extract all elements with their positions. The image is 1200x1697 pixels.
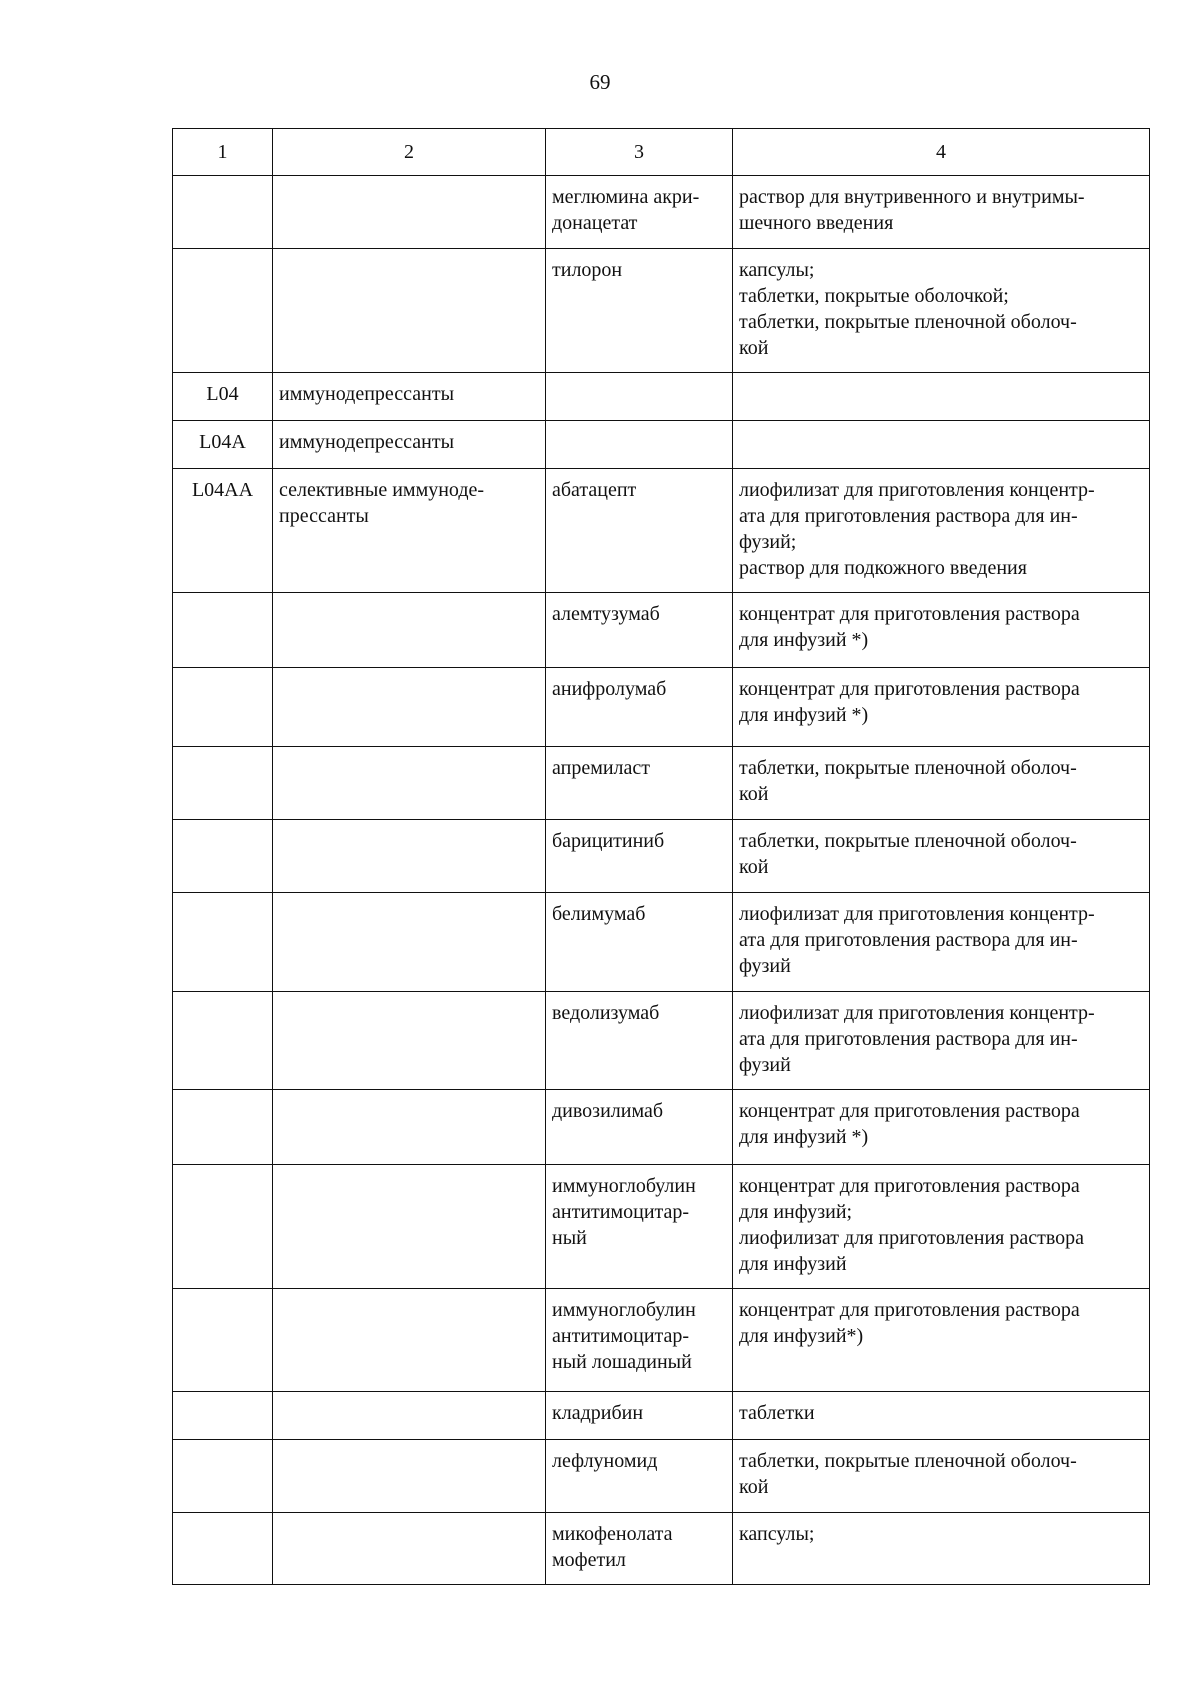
table-body — [173, 129, 1150, 1585]
dosage-form-cell: концентрат для приготовления раствора для инфузий *) — [733, 1090, 1150, 1165]
drug-name-cell: апремиласт — [546, 747, 733, 820]
drug-name-cell: абатацепт — [546, 469, 733, 593]
drug-name-cell: барицитиниб — [546, 820, 733, 893]
drug-name-cell: тилорон — [546, 249, 733, 373]
atc-code-cell — [173, 992, 273, 1090]
drug-name-cell: ведолизумаб — [546, 992, 733, 1090]
table-row — [173, 820, 1150, 893]
table-row — [173, 1440, 1150, 1513]
atc-code-cell — [173, 1513, 273, 1585]
atc-code-cell: L04 — [173, 373, 273, 421]
group-name-cell — [273, 1392, 546, 1440]
header-cell-4: 4 — [733, 129, 1150, 176]
group-name-cell — [273, 747, 546, 820]
page-number: 69 — [589, 70, 611, 94]
group-name-cell — [273, 1289, 546, 1392]
group-name-cell — [273, 1440, 546, 1513]
group-name-cell — [273, 593, 546, 668]
drug-name-cell: кладрибин — [546, 1392, 733, 1440]
atc-code-cell — [173, 820, 273, 893]
atc-code-cell — [173, 593, 273, 668]
atc-code-cell — [173, 1440, 273, 1513]
dosage-form-cell: концентрат для приготовления раствора для инфузий *) — [733, 593, 1150, 668]
atc-code-cell — [173, 1289, 273, 1392]
dosage-form-cell: капсулы; таблетки, покрытые оболочкой; таблетки, покрытые пленочной оболоч- кой — [733, 249, 1150, 373]
dosage-form-cell: таблетки, покрытые пленочной оболоч- кой — [733, 747, 1150, 820]
header-cell-1: 1 — [173, 129, 273, 176]
dosage-form-cell: концентрат для приготовления раствора для инфузий*) — [733, 1289, 1150, 1392]
table-row — [173, 593, 1150, 668]
dosage-form-cell: лиофилизат для приготовления концентр- ата для приготовления раствора для ин- фузий — [733, 992, 1150, 1090]
group-name-cell — [273, 820, 546, 893]
table-row — [173, 668, 1150, 747]
table-row — [173, 249, 1150, 373]
table-row — [173, 373, 1150, 421]
table-row — [173, 1165, 1150, 1289]
drug-name-cell — [546, 373, 733, 421]
dosage-form-cell: лиофилизат для приготовления концентр- ата для приготовления раствора для ин- фузий — [733, 893, 1150, 992]
dosage-form-cell: концентрат для приготовления раствора для инфузий; лиофилизат для приготовления раствора для инфузий — [733, 1165, 1150, 1289]
header-cell-3: 3 — [546, 129, 733, 176]
dosage-form-cell: таблетки, покрытые пленочной оболоч- кой — [733, 820, 1150, 893]
table-row — [173, 1513, 1150, 1585]
table-row — [173, 1392, 1150, 1440]
atc-code-cell — [173, 176, 273, 249]
table-row — [173, 421, 1150, 469]
drug-name-cell: анифролумаб — [546, 668, 733, 747]
drug-name-cell: дивозилимаб — [546, 1090, 733, 1165]
dosage-form-cell: таблетки — [733, 1392, 1150, 1440]
dosage-form-cell: раствор для внутривенного и внутримы- шечного введения — [733, 176, 1150, 249]
table-row — [173, 893, 1150, 992]
group-name-cell — [273, 893, 546, 992]
group-name-cell — [273, 176, 546, 249]
group-name-cell — [273, 1165, 546, 1289]
group-name-cell — [273, 1513, 546, 1585]
atc-code-cell: L04AA — [173, 469, 273, 593]
dosage-form-cell: таблетки, покрытые пленочной оболоч- кой — [733, 1440, 1150, 1513]
dosage-form-cell — [733, 373, 1150, 421]
dosage-form-cell: концентрат для приготовления раствора для инфузий *) — [733, 668, 1150, 747]
table-header-row — [173, 129, 1150, 176]
drug-name-cell: алемтузумаб — [546, 593, 733, 668]
table-row — [173, 1090, 1150, 1165]
table-row — [173, 469, 1150, 593]
table-row — [173, 992, 1150, 1090]
group-name-cell: селективные иммуноде- прессанты — [273, 469, 546, 593]
group-name-cell — [273, 249, 546, 373]
drug-name-cell: иммуноглобулин антитимоцитар- ный лошадиный — [546, 1289, 733, 1392]
atc-code-cell — [173, 249, 273, 373]
group-name-cell — [273, 992, 546, 1090]
drug-name-cell — [546, 421, 733, 469]
header-cell-2: 2 — [273, 129, 546, 176]
drug-table — [172, 128, 1150, 1585]
atc-code-cell — [173, 893, 273, 992]
atc-code-cell — [173, 668, 273, 747]
group-name-cell — [273, 668, 546, 747]
drug-name-cell: меглюмина акри- донацетат — [546, 176, 733, 249]
drug-name-cell: белимумаб — [546, 893, 733, 992]
table-row — [173, 747, 1150, 820]
atc-code-cell — [173, 747, 273, 820]
dosage-form-cell — [733, 421, 1150, 469]
group-name-cell: иммунодепрессанты — [273, 421, 546, 469]
group-name-cell: иммунодепрессанты — [273, 373, 546, 421]
atc-code-cell — [173, 1392, 273, 1440]
group-name-cell — [273, 1090, 546, 1165]
atc-code-cell — [173, 1165, 273, 1289]
atc-code-cell: L04A — [173, 421, 273, 469]
atc-code-cell — [173, 1090, 273, 1165]
table-row — [173, 176, 1150, 249]
drug-name-cell: лефлуномид — [546, 1440, 733, 1513]
dosage-form-cell: лиофилизат для приготовления концентр- ата для приготовления раствора для ин- фузий; раствор для подкожного введения — [733, 469, 1150, 593]
drug-name-cell: иммуноглобулин антитимоцитар- ный — [546, 1165, 733, 1289]
table-row — [173, 1289, 1150, 1392]
dosage-form-cell: капсулы; — [733, 1513, 1150, 1585]
drug-name-cell: микофенолата мофетил — [546, 1513, 733, 1585]
